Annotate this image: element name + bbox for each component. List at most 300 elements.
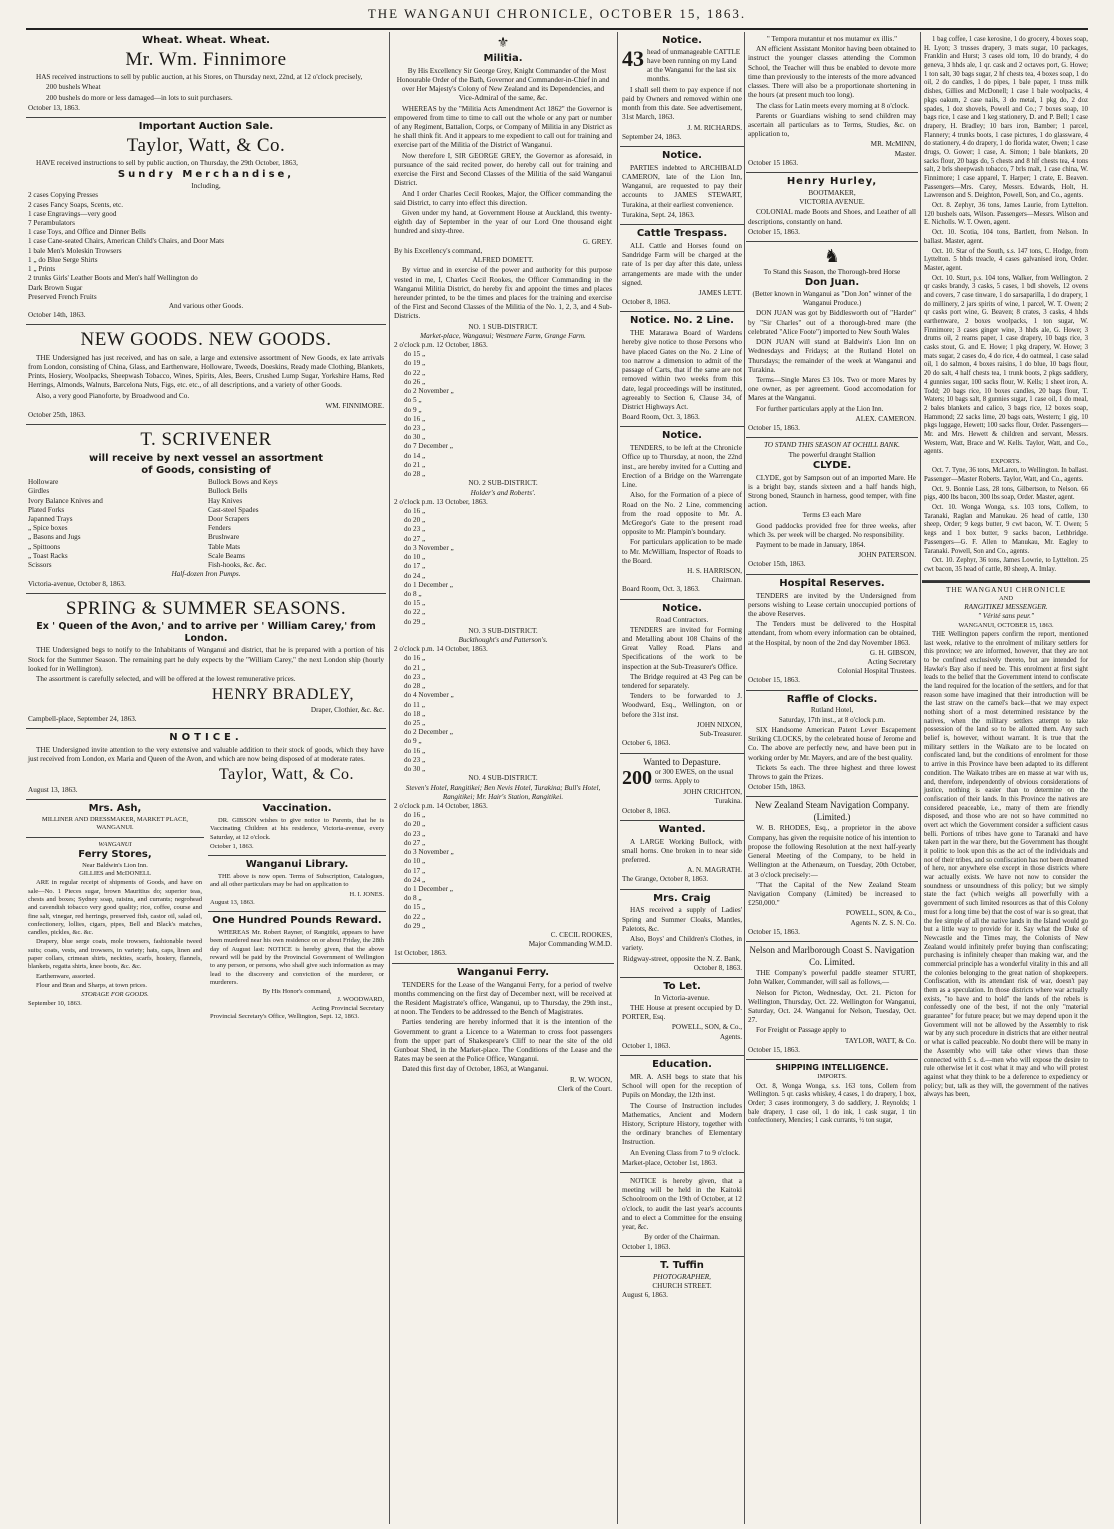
editorial-paper-and: AND — [998, 594, 1014, 602]
ad-item: 1 case Engravings—very good — [28, 209, 117, 218]
ad-notice-cameron — [620, 147, 744, 225]
ad-cattle-notice — [620, 32, 744, 147]
ad-title: One Hundred Pounds Reward. — [212, 915, 382, 927]
ad-body: TENDERS are invited by the Undersigned from persons wishing to Lease certain unoccupied portions of the above Reserves. — [748, 591, 916, 618]
ad-signature: JOHN CRICHTON, — [683, 788, 742, 797]
ad-item: Girdles — [28, 487, 50, 496]
ad-hospital-reserves — [746, 575, 918, 691]
schedule-row: do 16 „ — [404, 654, 426, 663]
ad-quote: " Tempora mutantur et nos mutamur ex illis." — [766, 35, 898, 43]
ad-title: Don Juan. — [804, 277, 860, 289]
schedule-row: do 21 „ — [404, 460, 426, 469]
ad-body: Nelson for Picton, Wednesday, Oct. 21. Picton for Wellington, Thursday, Oct. 22. Wellington for Wanganui, Saturday, Oct. 24. Wanganui for Nelson, Tuesday, Oct. 27. — [748, 988, 916, 1025]
schedule-row: do 9 „ — [404, 737, 422, 746]
ad-body: Drapery, blue serge coats, mole trowsers, fashionable tweed suits; coats, vests, and trowsers, in variety; hats, caps, linen and paper collars, crimean shirts, neckties, scarfs, hosiery, flannels, blankets, regatta shirts, knee boots, &c. &c. — [28, 938, 202, 971]
ad-title: Notice. — [662, 430, 702, 442]
ad-title: Wanganui Library. — [245, 859, 349, 871]
ad-by: By order of the Chairman. — [644, 1233, 720, 1242]
ad-body: Tickets 5s each. The three highest and three lowest Throws to gain the Prizes. — [748, 763, 916, 782]
ad-title: Mrs. Craig — [653, 892, 711, 904]
ad-item: 1 case Cane-seated Chairs, American Child's Chairs, and Door Mats — [28, 237, 224, 246]
ad-wanted — [620, 821, 744, 890]
schedule-row: do 27 „ — [404, 534, 426, 543]
schedule-row: do 23 „ — [404, 755, 426, 764]
ad-title: Wanted to Depasture. — [643, 756, 721, 767]
column-3 — [620, 32, 744, 1524]
ad-signature-role: Acting Secretary — [867, 658, 916, 667]
ad-title: Wanted. — [658, 823, 706, 835]
section-subtitle: IMPORTS. — [817, 1073, 847, 1081]
ad-body: The class for Latin meets every morning at 8 o'clock. — [756, 101, 909, 110]
ad-signature-role: Master. — [894, 149, 916, 158]
ad-other: And various other Goods. — [168, 301, 244, 310]
ad-date: August 6, 1863. — [622, 1291, 668, 1300]
ad-date: 1st October, 1863. — [394, 949, 447, 958]
ad-body: Parties tendering are hereby informed that it is the intention of the Government to grant a Licence to a Waterman to cross foot passengers from the upper part of Shakespeare's Cliff to near the site of the old Gunboat Shed, in the Market-place. The Conditions of the Lease and the Rates may be seen at the Police Office, Wanganui. — [394, 1018, 612, 1064]
sub-district-first: 2 o'clock p.m. 13 October, 1863. — [394, 497, 488, 506]
ad-signature-role: Major Commanding W.M.D. — [528, 940, 612, 949]
ad-signature: HENRY BRADLEY, — [211, 686, 354, 704]
ad-title: New Zealand Steam Navigation Company. (Limited.) — [754, 800, 910, 822]
ad-body: Also, for the Formation of a piece of Road on the No. 2 Line, commencing from the road opposite to Mr. A. McGregor's Gate to the present road opposite to Mr. Plampin's boundary. — [622, 491, 742, 537]
ad-date: August 13, 1863. — [28, 785, 78, 794]
ad-kaitoki — [620, 1173, 744, 1257]
ad-reward — [208, 912, 386, 1025]
schedule-row: do 8 „ — [404, 589, 422, 598]
ad-item: „ Spittoons — [28, 542, 61, 551]
ad-signature: C. CECIL ROOKES, — [550, 931, 612, 940]
ad-signature-role: Acting Provincial Secretary — [311, 1004, 384, 1012]
ad-body: And I order Charles Cecil Rookes, Major, the Officer commanding the said District, to carry into effect this direction. — [394, 189, 612, 207]
schedule-row: do 10 „ — [404, 857, 426, 866]
ad-title: Notice. — [662, 35, 702, 46]
ad-body: HAS received a supply of Ladies' Spring and Summer Cloaks, Mantles, Paletots, &c. — [622, 906, 742, 933]
ad-depasture — [620, 754, 744, 821]
ad-when: Saturday, 17th inst., at 8 o'clock p.m. — [778, 715, 886, 724]
ad-body: MR. A. ASH begs to state that his School will open for the reception of Pupils on Monday, the 12th inst. — [622, 1072, 742, 1100]
ad-body: Payment to be made in January, 1864. — [756, 541, 866, 550]
section-subtitle: EXPORTS. — [990, 458, 1022, 465]
ad-item: Fish-hooks, &c. &c. — [208, 561, 267, 570]
schedule-row: do 22 „ — [404, 912, 426, 921]
editorial-paper-subtitle: RANGITIKEI MESSENGER. — [964, 603, 1048, 612]
column-4 — [746, 32, 918, 1524]
ad-raffle — [746, 691, 918, 798]
ad-body: For further particulars apply at the Lion Inn. — [756, 404, 884, 413]
ad-body: TENDERS are invited for Forming and Metalling about 108 Chains of the Great Valley Road. Plans and Specifications of the work to be inspection at the Sub-Treasurer's Office. — [622, 625, 742, 671]
schedule-row: do 26 „ — [404, 377, 426, 386]
ad-date: October 15, 1863. — [748, 424, 800, 433]
ad-body: The Course of Instruction includes Mathematics, Ancient and Modern History, Scripture History, together with the ordinary branches of Elementary Instruction. — [622, 1101, 742, 1147]
ad-henry-hurley — [746, 173, 918, 242]
ad-pumps: Half-dozen Iron Pumps. — [171, 570, 241, 579]
schedule-row: do 20 „ — [404, 516, 426, 525]
editorial-motto: " Vérité sans peur." — [978, 612, 1034, 621]
ad-list-left — [28, 478, 204, 570]
schedule-row: do 2 December „ — [404, 728, 453, 737]
ad-body: HAS received instructions to sell by public auction, at his Stores, on Thursday next, 22nd, at 12 o'clock precisely, — [36, 73, 363, 82]
ad-scrivener — [26, 425, 386, 594]
ad-item: „ Spice boxes — [28, 524, 68, 533]
ad-date: Campbell-place, September 24, 1863. — [28, 714, 137, 723]
ad-subtitle: Sundry Merchandise, — [117, 169, 295, 181]
ad-date: Market-place, October 1st, 1863. — [622, 1158, 718, 1167]
schedule-row: do 15 „ — [404, 599, 426, 608]
ad-date: October 8, 1863. — [622, 298, 671, 307]
sub-district-first: 2 o'clock p.m. 12 October, 1863. — [394, 341, 488, 350]
ad-body: TENDERS for the Lease of the Wanganui Ferry, for a period of twelve months commencing on the first day of December next, will be received at the Resident Magistrate's office, Wanganui, up to Thursday, the 29th inst., at noon. The Tenders to be addressed to the Bench of Magistrates. — [394, 980, 612, 1017]
schedule-row: do 28 „ — [404, 470, 426, 479]
ad-date: October 8, 1863. — [693, 963, 742, 972]
schedule-row: do 16 „ — [404, 506, 426, 515]
ad-title: Wheat. Wheat. Wheat. — [142, 35, 270, 46]
ad-title: Mrs. Ash, — [88, 803, 142, 815]
ad-item: Japanned Trays — [28, 515, 73, 524]
ad-date: October 1, 1863. — [622, 1041, 671, 1050]
ad-title: To Let. — [663, 980, 701, 992]
ad-date: Board Room, Oct. 3, 1863. — [622, 413, 700, 422]
ad-body: AN efficient Assistant Monitor having been obtained to instruct the younger classes attending the Common School, the Teacher will thus be enabled to devote more time than previously to the interests of the more advanced classes. There will also be a proportionate shortening in the hours (at present much too long). — [748, 45, 916, 100]
ad-date: October 1, 1863. — [210, 842, 254, 850]
ad-no2-line — [620, 312, 744, 427]
schedule-row: do 10 „ — [404, 553, 426, 562]
schedule-row: do 16 „ — [404, 746, 426, 755]
schedule-row: do 8 „ — [404, 894, 422, 903]
ad-clyde — [746, 438, 918, 574]
ad-two-column-list — [28, 478, 384, 570]
schedule-row: do 30 „ — [404, 765, 426, 774]
masthead-rule — [26, 28, 1088, 30]
ad-title: Education. — [652, 1059, 712, 1071]
ad-signature: G. GREY. — [582, 237, 612, 246]
ad-date: Board Room, Oct. 3, 1863. — [622, 585, 700, 594]
ad-body: The Bridge required at 43 Peg can be tendered for separately. — [622, 672, 742, 691]
ad-wanganui-ferry — [392, 964, 614, 1098]
ad-body: WHEREAS by the "Militia Acts Amendment Act 1862" the Governor is empowered from time to time to call out the whole or any part or number of any Regiment, Battalion, Corps, or Company of Militia in any District as he shall think fit. And it appears to me expedient to call out for training and exercise part of the Militia of the District of Wanganui. — [394, 104, 612, 150]
schedule-row: do 23 „ — [404, 829, 426, 838]
sub-district-schedule — [394, 811, 612, 931]
ad-signature: J. M. RICHARDS. — [687, 123, 742, 132]
ad-title: T. Tuffin — [660, 1259, 704, 1271]
ad-vaccination — [208, 800, 386, 856]
ad-body: Also, a very good Pianoforte, by Broadwood and Co. — [36, 391, 190, 400]
schedule-row: do 16 „ — [404, 414, 426, 423]
ad-item: 200 bushels Wheat — [46, 83, 101, 92]
column-divider — [617, 32, 618, 1524]
sub-district-schedule — [394, 507, 612, 627]
ad-title: Cattle Trespass. — [636, 228, 728, 240]
ad-body: WHEREAS Mr. Robert Rayner, of Rangitiki, appears to have been murdered near his own residence on or about Friday, the 28th day of August last: NOTICE is hereby given, that the above reward will be paid by the Provincial Government of Wellington to any person, or persons, who shall give such information as may lead to the discovery and conviction of the murderer, or murderers. — [210, 928, 384, 986]
schedule-row: do 18 „ — [404, 709, 426, 718]
ad-date: October 15, 1863. — [748, 1045, 800, 1054]
schedule-row: do 23 „ — [404, 424, 426, 433]
column-divider — [389, 32, 390, 1524]
ad-pre: To Stand this Season, the Thorough-bred Horse — [763, 267, 901, 276]
ad-signature: JOHN NIXON, — [696, 720, 742, 729]
ad-date: October 13, 1863. — [28, 103, 80, 112]
ad-subtitle: will receive by next vessel an assortment — [89, 452, 323, 464]
ad-signature: H. S. HARRISON, — [687, 567, 742, 576]
ad-line: MILLINER AND DRESSMAKER, MARKET PLACE, WANGANUI. — [41, 815, 189, 832]
section-title: SHIPPING INTELLIGENCE. — [775, 1063, 889, 1073]
ad-item: 2 cases Fancy Soaps, Scents, etc. — [28, 200, 124, 209]
ad-title: Raffle of Clocks. — [786, 693, 878, 705]
ad-to-let — [620, 978, 744, 1056]
ad-body: Also, Boys' and Children's Clothes, in variety. — [622, 935, 742, 953]
ad-body: I shall sell them to pay expence if not paid by Owners and removed within one month from this date. See advertisement, 31st March, 1863. — [622, 85, 742, 122]
column-1 — [26, 32, 386, 1524]
ad-body: An Evening Class from 7 to 9 o'clock. — [630, 1148, 740, 1157]
ad-place: VICTORIA AVENUE. — [799, 198, 865, 207]
ad-signature: TAYLOR, WATT, & Co. — [844, 1036, 916, 1045]
ad-militia — [392, 32, 614, 964]
ad-item: 1 „ do Blue Serge Shirts — [28, 255, 98, 264]
ad-notice — [26, 729, 386, 800]
ad-item: Scale Beams — [208, 551, 245, 560]
ad-item: 1 case Toys, and Office and Dinner Bells — [28, 228, 146, 237]
ad-date: The Grange, October 8, 1863. — [622, 875, 709, 884]
ad-date: October 15 1863. — [748, 158, 799, 167]
bottom-right — [208, 800, 386, 1025]
sub-district-first: 2 o'clock p.m. 14 October, 1863. — [394, 645, 488, 654]
schedule-row: do 4 November „ — [404, 691, 454, 700]
schedule-row: do 3 November „ — [404, 543, 454, 552]
ad-body: COLONIAL made Boots and Shoes, and Leather of all descriptions, constantly on hand. — [748, 208, 916, 226]
ad-subtitle: In Victoria-avenue. — [654, 993, 710, 1002]
ad-item: 1 bale Men's Moleskin Trowsers — [28, 246, 122, 255]
ad-signature: J. WOODWARD, — [337, 996, 384, 1004]
schedule-row: do 22 „ — [404, 608, 426, 617]
editorial-paper-title: THE WANGANUI CHRONICLE — [945, 585, 1067, 594]
ad-body: A LARGE Working Bullock, with small horns. One broken in to near side preferred. — [622, 837, 742, 864]
ad-seller: Mr. Wm. Finnimore — [125, 48, 287, 70]
editorial — [922, 581, 1090, 1105]
ad-body: THE House at present occupied by D. PORTER, Esq. — [622, 1003, 742, 1022]
ad-date: October 15th, 1863. — [748, 560, 806, 569]
ad-title: T. SCRIVENER — [140, 429, 272, 451]
ad-title: SPRING & SUMMER SEASONS. — [65, 597, 347, 619]
ad-body: ARE in regular receipt of shipments of Goods, and have on sale—No. 1 Pieces sugar, brown Mauritius do; superior teas, chests and boxes; Sydney soap, raisins, and currants; negrohead and cavendish tobacco very good quality; rice, coffee, course and fine salt, vinegar, red herrings, preserved fish, castor oil, salad oil, confectionery, lollies, cigars, pipes, Bell and Black's matches, candles, pickles, &c. &c. — [28, 879, 202, 937]
ad-item: Dark Brown Sugar — [28, 283, 83, 292]
ad-date: September 24, 1863. — [622, 132, 682, 141]
ad-item: Holloware — [28, 478, 59, 487]
ad-body: W. B. RHODES, Esq., a proprietor in the above Company, has given the requisite notice of his intention to propose the following Resolution at the next half-yearly General Meeting of the Company, to be held in Wellington at the Athenæum, on Tuesday, 20th October, at 3 o'clock precisely:— — [748, 824, 916, 879]
ad-item: 7 Perambulators — [28, 218, 75, 227]
ad-signature-role: Agents. — [719, 1032, 742, 1041]
ad-title: Henry Hurley, — [786, 176, 878, 188]
shipping-text: Oct. 10. Zephyr, 36 tons, James Lowrie, to Lyttelton. 25 cwt bacon, 35 head of cattle, 80 sheep, A. Imlay. — [924, 557, 1088, 573]
ad-signature: R. W. WOON, — [570, 1075, 612, 1084]
ad-item: 2 cases Copying Presses — [28, 191, 99, 200]
ad-body: Terms—Single Mares £3 10s. Two or more Mares by one owner, as per agreement. Good accomodation for Mares at the Wanganui. — [748, 375, 916, 403]
ad-known: (Better known in Wanganui as "Don Jon" winner of the Wanganui Produce.) — [752, 290, 912, 308]
ad-body: TENDERS, to be left at the Chronicle Office up to Thursday, at noon, the 22nd inst., are hereby invited for a Cutting and Erection of a Bridge on the Warrengate Line. — [622, 444, 742, 490]
ad-title: Notice. No. 2 Line. — [630, 315, 734, 327]
ad-body: THE Undersigned begs to notify to the Inhabitants of Wanganui and district, that he is prepared with a portion of his Stock for the Summer Season. The remaining part he duly expects by the "William Carey," the next London ship (hourly looked for in Wellington). — [28, 646, 384, 673]
shipping-text: Oct. 10. Scotia, 104 tons, Bartlett, from Nelson. In ballast. Master, agent. — [924, 229, 1088, 245]
ad-title: Nelson and Marlborough Coast S. Navigation Co. Limited. — [749, 945, 915, 967]
ad-auction — [26, 118, 386, 325]
ad-item: Fenders — [208, 524, 231, 533]
ad-item: 1 „ Prints — [28, 265, 56, 274]
ad-item: Hay Knives — [208, 496, 243, 505]
ad-subtitle: of Goods, consisting of — [141, 465, 271, 477]
ad-firm: Taylor, Watt, & Co. — [126, 134, 286, 156]
ad-body: CLYDE, got by Sampson out of an imported Mare. He is a bright bay, stands sixteen and a half hands high, Strong boned, Staunch in harness, good temper, with fine action. — [748, 473, 916, 510]
schedule-row: do 9 „ — [404, 405, 422, 414]
ad-spring-summer — [26, 594, 386, 729]
ad-title: Notice. — [662, 602, 702, 614]
sub-district-place: Market-place, Wanganui; Westmere Farm, Grange Farm. — [420, 331, 586, 340]
ad-subtitle: Road Contractors. — [655, 615, 709, 624]
ad-body: By virtue and in exercise of the power and authority for this purpose vested in me, I, Charles Cecil Rookes, the Officer Commanding in the Wanganui Militia District, do hereby fix and appoint the times and places hereunder printed, to be the times and places for the training and exercise of the First and Second Classes of the Militia of the No. 1, 2, 3, and 4 Sub-Districts. — [394, 266, 612, 321]
ad-body: PARTIES indebted to ARCHIBALD CAMERON, late of the Lion Inn, Wanganui, are requested to pay their accounts to JAMES STEWART, Turakina, at their earliest convenience. — [622, 163, 742, 209]
ad-body: THE Company's powerful paddle steamer STURT, John Walker, Commander, will sail as follows,— — [748, 969, 916, 987]
shipping-text: Oct. 8. Zephyr, 36 tons, James Laurie, from Lyttelton. 120 bushels oats, Wilson. Passengers—Messrs. Wilson and E. Nicholls. W. T. Owen, agent. — [924, 202, 1088, 227]
ad-signature: MR. McMINN, — [870, 140, 916, 149]
ad-body: DR. GIBSON wishes to give notice to Parents, that he is Vaccinating Children at his residence, Victoria-avenue, every Saturday, at 12 o'clock. — [210, 816, 384, 841]
ad-title: Hospital Reserves. — [779, 577, 885, 589]
schedule-row: do 27 „ — [404, 838, 426, 847]
ad-pre: The powerful draught Stallion — [788, 450, 876, 459]
ad-date: October 15, 1863. — [748, 676, 800, 685]
sub-district-first: 2 o'clock p.m. 14 October, 1863. — [394, 801, 488, 810]
ad-date: October 15, 1863. — [748, 227, 800, 236]
ad-body: ALL Cattle and Horses found on Sandridge Farm will be charged at the rate of 1s per day after this date, unless arrangements are made with the under signed. — [622, 241, 742, 287]
shipping-text: 1 bag coffee, 1 case kerosine, 1 do grocery, 4 boxes soap, H. Lyon; 3 trusses drapery, 3 mats sugar, 10 packages, Franklin and Hurst; 3 cases old tom, 10 do brandy, 4 do geneva, 3 hhds ale, 1 qr. cask and 2 octaves port, G. Howe; 1 ton salt, 30 bags sugar, 2 hf chests tea, 4 boxes soap, 1 do oil, 2 do candles, 1 do pipes, 1 bale paper, 1 truss milk dishes, Gillies and McDonell; 1 case 1 bale woolpacks, 4 pkgs oakum, 2 case nails, 3 do metal, 1 pkg do, 2 doz spades, 1 doz shovels, Powell and Co.; 7 boxes soap, 10 bags rice, 1 case and 1 keg stationery, D. and P. Bell; 1 case drapery, H. Bradley; 10 bars iron, Bamber; 1 parcel, Flannery; 4 trunks boots, 1 case pictures, 1 do glassware, 4 do stationery, 4 do drapery, 1 do florida water, Owen; 1 case drugs, O. Gower; 1 case, A. Simon; 1 bale blankets, 20 sacks flour, 20 bags do, 5 chests and 8 hlf chests tea, 4 tons salt, 2 brls sheepwash tobacco, 7 brls malt, 1 case china, W. Finnimore; 1 case apparel, T. Harper; 1 crate, E. Beaven. Passengers—Mrs. Carey, Messrs. Edwards, Holt, H. Lawrenson and S. Deighton, Powell, Son, and Co., agents. — [924, 36, 1088, 200]
ad-body: "That the Capital of the New Zealand Steam Navigation Company (Limited) be increased to £250,000." — [748, 880, 916, 908]
schedule-row: do 5 „ — [404, 396, 422, 405]
ad-item: Brushware — [208, 533, 240, 542]
ad-date: October 8, 1863. — [622, 806, 671, 815]
schedule-row: do 20 „ — [404, 820, 426, 829]
ad-new-goods — [26, 325, 386, 425]
ad-item-list — [28, 191, 384, 302]
ad-body: SIX Handsome American Patent Lever Escapement Striking CLOCKS, by the celebrated house of Jerome and Co. The above are perfectly new, and have been put in working order by Mr. Mayers, and are of the best quality. — [748, 725, 916, 762]
schedule-row: do 7 December „ — [404, 442, 453, 451]
ad-item: Cast-steel Spades — [208, 505, 259, 514]
royal-arms-icon: ⚜ — [496, 36, 510, 51]
schedule-row: do 14 „ — [404, 451, 426, 460]
schedule-row: do 22 „ — [404, 368, 426, 377]
ad-body: Flour and Bran and Sharps, at town prices. — [36, 982, 148, 989]
ad-date: October 14th, 1863. — [28, 311, 86, 320]
ad-item: Bullock Bows and Keys — [208, 478, 278, 487]
ad-signature-role: Sub-Treasurer. — [699, 730, 742, 739]
editorial-text: THE Wellington papers confirm the report, mentioned last week, relative to the enrolment of military settlers for this province; we are informed, however, that they are not to be confined exclusively thereto, but are intended for Hawke's Bay also if need be. This enrolment at first sight leads to the belief that the Government intend to confiscate the land required for the location of the settlers, and for that reason some have imagined that their introduction will be the last straw on the camel's back—that we may expect nothing short of a most determined resistance by the natives, when the military settlers attempt to take possession of the land so to be allotted them. Any such belief is, however, without warrant. It is true that the military settlers in the Waikato are to be located on confiscated land, but the conditions of enrolment for those to arrive in this Province have been adapted to its different condition. The Waikato tribes are en masse at war with us, and, therefore, independently of obvious considerations of justice, nothing is easier than to determine on the confiscation of their lands. In this Province the natives are considered peaceable, i.e., many of them are friendly disposed, and those who are not so have committed no overt act which the Government consider a sufficient casus belli. Portions of tribes have gone to Taranaki and have taken part in the war there, but the Government has thought it politic to look upon this as the act of the individuals and not of their tribes, and so confiscation has not been dreamed of here, nor anywhere else except in those districts where war actually exists. We have not now to consider the soundness or unsoundness of this policy; but we simply state the fact (which weighs all powerfully with a government of such limited resources as that of this Colony must for a long time be) that the cost of war is so great, that the fee simple of all the native lands in the Island would go but a little way to provide for it. Say what the Duke of Newcastle and the Times may, the Colonists of New Zealand would infinitely prefer buying than confiscating; purchasing is infinitely cheaper than making war, and the commercial principle has a wonderful vitality in this and all the colonies belonging to the great nation of shopkeepers. Confiscation, with its attendant risk of war, doesn't pay them as a speculation. In those districts where war actually exists, "to have and to hold" the lands of the rebels is confessedly one of the best, if not the only "material guarantee" for future peace; but we may depend upon it the Government will not be allowed by the Assembly to risk war by any such procedure in districts that are either neutral or what is called peaceable. No doubt there will be many in the Assembly who will take other views than those connected with £ s. d.—men who will expose the desire to rule otherwise let it cost what it may and who will protest against what they think to be a deference to expediency or policy; but, talk as they will, the government of the natives always has been, — [924, 630, 1088, 1099]
ad-mrs-craig — [620, 890, 744, 978]
schedule-row: do 1 December „ — [404, 884, 453, 893]
shipping-text: Oct. 10. Wonga Wonga, s.s. 103 tons, Collem, to Taranaki, Raglan and Manukau. 26 head of cattle, 130 sheep, Order; 9 kegs butter, 9 cwt bacon, W. T. Owen; 5 kegs and 1 box butter, 9 sacks bacon, Lethbridge. Passengers—G. F. Allen to Manukau, Mr. Eagley to Taranaki. Powell, Son and Co., agents. — [924, 504, 1088, 555]
schedule-row: do 17 „ — [404, 562, 426, 571]
ad-item: Ivory Balance Knives and — [28, 496, 103, 505]
ad-item: „ Toast Racks — [28, 551, 68, 560]
ad-title: Notice. — [662, 149, 702, 161]
ad-date: September 10, 1863. — [28, 999, 82, 1007]
ad-by: By his Excellency's command, — [394, 246, 483, 255]
ad-pre: WANGANUI — [98, 840, 132, 848]
ad-place: CHURCH STREET. — [652, 1281, 712, 1290]
sub-district-schedule — [394, 350, 612, 479]
ad-date: October 15, 1863. — [748, 927, 800, 936]
ad-signature: JOHN PATERSON. — [858, 551, 916, 560]
ad-item: Plated Forks — [28, 505, 65, 514]
ad-item: 2 trunks Girls' Leather Boots and Men's half Wellington do — [28, 274, 198, 283]
column-divider — [920, 32, 921, 1524]
ad-place: Rutland Hotel, — [810, 706, 854, 715]
ad-title: NOTICE. — [169, 732, 243, 744]
schedule-row: do 29 „ — [404, 617, 426, 626]
ad-don-juan — [746, 242, 918, 438]
ad-body: THE Matarawa Board of Wardens hereby give notice to those Persons who have placed Gates on the No. 2 Line of too narrow a dimension to admit of the passage of Carts, that if the same are not removed within two weeks from this date, legal proceedings will be instituted, agreeably to Section 6, Clause 34, of District Highways Act. — [622, 329, 742, 411]
schedule-row: do 23 „ — [404, 525, 426, 534]
ad-item: 200 bushels do more or less damaged—in lots to suit purchasers. — [46, 93, 233, 102]
ad-signature: ALEX. CAMERON. — [855, 414, 916, 423]
schedule-row: do 15 „ — [404, 350, 426, 359]
schedule-row: do 16 „ — [404, 811, 426, 820]
schedule-row: do 19 „ — [404, 359, 426, 368]
sub-district-schedule — [394, 654, 612, 774]
ad-place: Provincial Secretary's Office, Wellington, Sept. 12, 1863. — [210, 1013, 359, 1021]
ad-list-right — [208, 478, 384, 570]
ad-body: Parents or Guardians wishing to send children may ascertain all particulars as to Terms, Studies, &c. on application to, — [748, 111, 916, 139]
ad-big-number: 200 — [622, 767, 652, 790]
bottom-two-columns — [26, 800, 386, 1025]
schedule-row: do 23 „ — [404, 672, 426, 681]
ad-signature: H. I. JONES. — [349, 890, 384, 898]
shipping-intelligence — [746, 1060, 918, 1131]
ad-body: For particulars application to be made to Mr. McWilliam, Inspector of Roads to the Board. — [622, 538, 742, 565]
ad-date: October 6, 1863. — [622, 739, 671, 748]
ad-signature-role: Chairman. — [711, 576, 742, 585]
ad-signature-role: Colonial Hospital Trustees. — [837, 667, 916, 676]
column-5 — [922, 32, 1090, 1524]
ad-including: Including, — [191, 182, 221, 191]
bottom-left — [26, 800, 204, 1025]
ad-subtitle: PHOTOGRAPHER, — [653, 1272, 711, 1281]
ad-subtitle: Ex ' Queen of the Avon,' and to arrive per ' William Carey,' from London. — [36, 621, 376, 645]
ad-body: THE Undersigned has just received, and has on sale, a large and extensive assortment of New Goods, ex late arrivals from London, consisting of China, Glass, and Earthenware, Holloware, Tweeds, Doeskins, Ready made Clothing, Blankets, Prints, Hosiery, Woolpacks, Sheepwash Tobacco, Wines, Spirits, Ales, Beers, Crushed Lump Sugar, Yorkshire Hams, Red Herrings, Almonds, Walnuts, Barcelona Nuts, Figs, etc. etc., of all descriptions, and a variety of other Goods. — [28, 353, 384, 390]
schedule-row: do 1 December „ — [404, 580, 453, 589]
ad-nz-steam — [746, 797, 918, 942]
ad-date: October 25th, 1863. — [28, 411, 86, 420]
ad-body: Terms £3 each Mare — [802, 511, 862, 520]
schedule-row: do 21 „ — [404, 663, 426, 672]
schedule-row: do 28 „ — [404, 682, 426, 691]
editorial-dateline: WANGANUI, OCTOBER 15, 1863. — [958, 621, 1054, 629]
ad-date: Victoria-avenue, October 8, 1863. — [28, 579, 126, 588]
ad-title: Ferry Stores, — [78, 848, 152, 860]
ad-road-contractors — [620, 600, 744, 754]
sub-district-title: NO. 4 SUB-DISTRICT. — [468, 774, 538, 783]
sub-district-title: NO. 2 SUB-DISTRICT. — [468, 479, 538, 488]
ad-signature: ALFRED DOMETT. — [472, 256, 534, 265]
shipping-continued — [922, 32, 1090, 581]
ad-body: Good paddocks provided free for three weeks, after which 3s. per week will be charged. No responsibility. — [748, 521, 916, 539]
ad-body: DON JUAN will stand at Baldwin's Lion Inn on Wednesdays and Fridays; at the Rutland Hotel on Thursdays; the remainder of the week at Wanganui and Turakina. — [748, 338, 916, 374]
shipping-text: Oct. 8, Wonga Wonga, s.s. 163 tons, Collem from Wellington. 5 qr. casks whiskey, 4 cases, 1 do drapery, 1 box, Order; 3 cases ironmongery, 3 do saddlery, J. Reynolds; 1 bale drapery, 1 case oil, 1 do ink, 1 cask sugar, 1 tin confectionery, Mencies; 1 cask currants, ½ ton sugar, — [748, 1082, 916, 1125]
ad-body: HAVE received instructions to sell by public auction, on Thursday, the 29th October, 1863, — [36, 159, 298, 168]
ad-place: Ridgway-street, opposite the N. Z. Bank, — [623, 954, 741, 963]
ad-wheat — [26, 32, 386, 118]
shipping-text: Oct. 7. Tyne, 36 tons, McLaren, to Wellington. In ballast. Passenger—Master Roberts. Taylor, Watt, and Co., agents. — [924, 467, 1088, 483]
schedule-row: do 29 „ — [404, 921, 426, 930]
sub-district-place: Buckthought's and Patterson's. — [458, 636, 548, 645]
ad-item: Preserved French Fruits — [28, 292, 97, 301]
ad-body: Tenders to be forwarded to J. Woodward, Esq., Wellington, on or before the 31st inst. — [622, 692, 742, 719]
schedule-row: do 24 „ — [404, 571, 426, 580]
ad-signature-role: Clerk of the Court. — [557, 1084, 612, 1093]
